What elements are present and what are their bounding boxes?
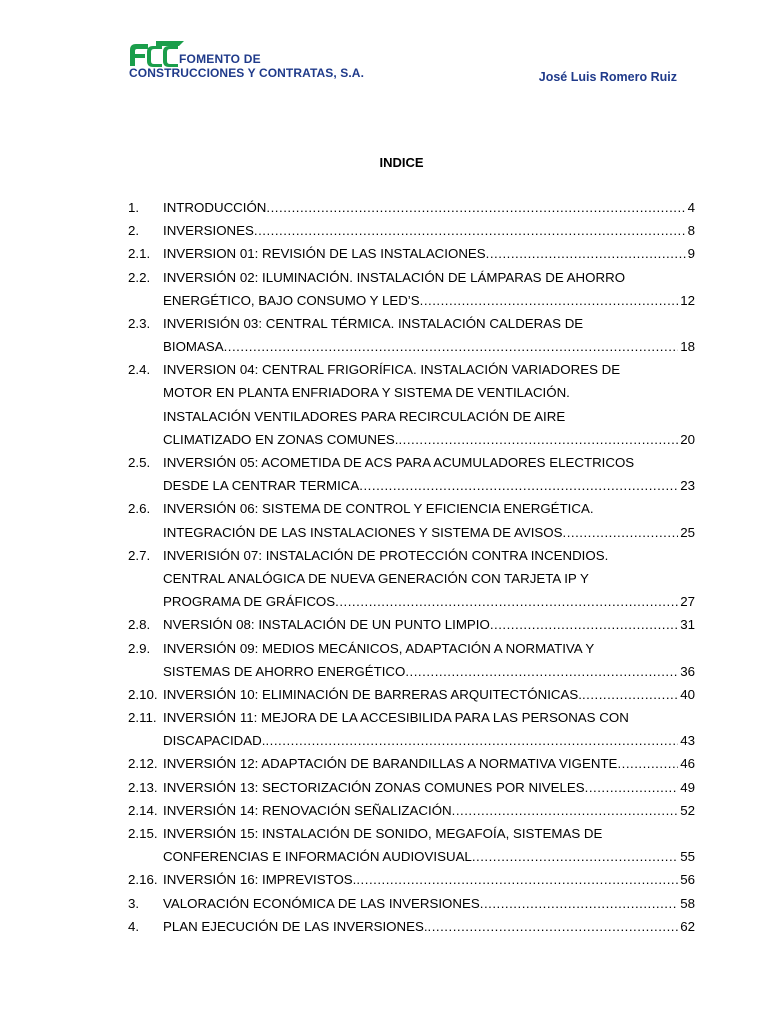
toc-entry[interactable] — [128, 497, 695, 543]
page-header — [0, 0, 768, 110]
toc-entry[interactable] — [128, 915, 695, 938]
toc-entry-title: ENERGÉTICO, BAJO CONSUMO Y LED’S — [163, 292, 420, 308]
toc-entry-number: 2. — [128, 223, 140, 239]
toc-entry[interactable] — [128, 544, 695, 614]
toc-entry-title: INVERSION 04: CENTRAL FRIGORÍFICA. INSTALACIÓN VARIADORES DE — [163, 362, 621, 378]
toc-entry-line — [128, 196, 695, 219]
toc-entry-number: 2.12. — [128, 756, 158, 772]
toc-entry-line — [128, 567, 695, 590]
toc-dot-leader — [254, 219, 686, 242]
toc-page-number: 12 — [680, 292, 695, 308]
author-name: José Luis Romero Ruiz — [538, 70, 677, 84]
toc-entry-number: 2.9. — [128, 640, 151, 656]
toc-entry-line — [128, 428, 695, 451]
toc-entry-line — [128, 521, 695, 544]
toc-entry-title: INVERSIÓN 02: ILUMINACIÓN. INSTALACIÓN DE LÁMPARAS DE AHORRO — [163, 269, 626, 285]
toc-entry-line — [128, 544, 695, 567]
toc-entry-number: 2.1. — [128, 246, 151, 262]
toc-dot-leader — [356, 868, 678, 891]
toc-entry-line — [128, 845, 695, 868]
logo-line-2: CONSTRUCCIONES Y CONTRATAS, S.A. — [129, 66, 364, 80]
toc-entry-number: 4. — [128, 918, 140, 934]
toc-entry-title: BIOMASA — [163, 339, 224, 355]
toc-entry-title: INVERISIÓN 07: INSTALACIÓN DE PROTECCIÓN CONTRA INCENDIOS. — [163, 547, 609, 563]
toc-entry-number: 2.2. — [128, 269, 151, 285]
toc-entry-title: INVERSION 01: REVISIÓN DE LAS INSTALACIONES — [163, 246, 486, 262]
toc-entry-title: INSTALACIÓN VENTILADORES PARA RECIRCULACIÓN DE AIRE — [163, 408, 566, 424]
toc-entry[interactable] — [128, 266, 695, 312]
toc-page-number: 4 — [687, 199, 695, 215]
toc-entry-line — [128, 289, 695, 312]
toc-dot-leader — [335, 590, 678, 613]
toc-dot-leader — [617, 752, 678, 775]
toc-entry-number: 2.5. — [128, 455, 151, 471]
toc-entry-number: 2.4. — [128, 362, 151, 378]
toc-dot-leader — [420, 289, 679, 312]
toc-entry-line — [128, 358, 695, 381]
toc-entry[interactable] — [128, 219, 695, 242]
toc-entry-number: 2.14. — [128, 802, 158, 818]
toc-entry-title: INVERSIÓN 09: MEDIOS MECÁNICOS, ADAPTACIÓN A NORMATIVA Y — [163, 640, 595, 656]
logo-line-1: FOMENTO DE — [179, 52, 261, 66]
toc-entry-title: INVERSIÓN 15: INSTALACIÓN DE SONIDO, MEGAFOÍA, SISTEMAS DE — [163, 826, 603, 842]
toc-entry-title: CLIMATIZADO EN ZONAS COMUNES. — [163, 431, 399, 447]
toc-entry-title: CENTRAL ANALÓGICA DE NUEVA GENERACIÓN CON TARJETA IP Y — [163, 570, 589, 586]
toc-page-number: 9 — [687, 246, 695, 262]
toc-page-number: 8 — [687, 223, 695, 239]
toc-entry-title: INVERISIÓN 03: CENTRAL TÉRMICA. INSTALACIÓN CALDERAS DE — [163, 315, 584, 331]
toc-entry-line — [128, 822, 695, 845]
toc-page-number: 52 — [680, 802, 695, 818]
toc-entry-title: INVERSIÓN 16: IMPREVISTOS. — [163, 872, 357, 888]
toc-entry-line — [128, 382, 695, 405]
index-title: INDICE — [379, 155, 424, 170]
toc-entry[interactable] — [128, 776, 695, 799]
toc-entry[interactable] — [128, 242, 695, 265]
toc-page-number: 27 — [680, 594, 695, 610]
toc-entry-title: INVERSIÓN 10: ELIMINACIÓN DE BARRERAS ARQUITECTÓNICAS. — [163, 686, 582, 702]
toc-page-number: 23 — [680, 478, 695, 494]
toc-page-number: 40 — [680, 686, 695, 702]
toc-entry-line — [128, 242, 695, 265]
toc-dot-leader — [266, 196, 685, 219]
toc-page-number: 58 — [680, 895, 695, 911]
toc-dot-leader — [563, 521, 679, 544]
toc-dot-leader — [224, 335, 679, 358]
toc-entry[interactable] — [128, 358, 695, 451]
toc-entry[interactable] — [128, 799, 695, 822]
toc-entry[interactable] — [128, 892, 695, 915]
toc-entry-line — [128, 729, 695, 752]
table-of-contents — [128, 196, 695, 938]
toc-entry-title: INVERSIONES — [163, 223, 254, 239]
toc-page-number: 20 — [680, 431, 695, 447]
toc-entry-line — [128, 335, 695, 358]
toc-entry-line — [128, 915, 695, 938]
toc-entry-title: INVERSIÓN 14: RENOVACIÓN SEÑALIZACIÓN — [163, 802, 452, 818]
toc-entry-title: INVERSIÓN 12: ADAPTACIÓN DE BARANDILLAS A NORMATIVA VIGENTE — [163, 756, 618, 772]
toc-entry-line — [128, 776, 695, 799]
toc-entry-title: PLAN EJECUCIÓN DE LAS INVERSIONES. — [163, 918, 428, 934]
toc-dot-leader — [452, 799, 679, 822]
toc-entry-title: INTRODUCCIÓN — [163, 199, 267, 215]
toc-page-number: 55 — [680, 849, 695, 865]
toc-page-number: 49 — [680, 779, 695, 795]
toc-entry-line — [128, 590, 695, 613]
toc-entry[interactable] — [128, 451, 695, 497]
toc-entry-title: VALORACIÓN ECONÓMICA DE LAS INVERSIONES — [163, 895, 480, 911]
toc-dot-leader — [359, 474, 678, 497]
toc-entry-number: 2.7. — [128, 547, 151, 563]
toc-entry-title: NVERSIÓN 08: INSTALACIÓN DE UN PUNTO LIMPIO — [163, 617, 490, 633]
toc-entry-number: 2.15. — [128, 826, 158, 842]
toc-page-number: 18 — [680, 339, 695, 355]
toc-page-number: 43 — [680, 733, 695, 749]
toc-entry-number: 1. — [128, 199, 140, 215]
toc-entry[interactable] — [128, 312, 695, 358]
toc-entry[interactable] — [128, 822, 695, 868]
toc-entry-line — [128, 451, 695, 474]
toc-entry-number: 2.6. — [128, 501, 151, 517]
toc-entry-line — [128, 868, 695, 891]
toc-entry-line — [128, 613, 695, 636]
toc-dot-leader — [428, 915, 679, 938]
toc-entry[interactable] — [128, 753, 695, 776]
toc-entry-title: INVERSIÓN 11: MEJORA DE LA ACCESIBILIDA PARA LAS PERSONAS CON — [163, 710, 629, 726]
toc-entry-line — [128, 637, 695, 660]
toc-entry[interactable] — [128, 637, 695, 683]
toc-dot-leader — [585, 776, 679, 799]
toc-entry-line — [128, 312, 695, 335]
toc-page-number: 31 — [680, 617, 695, 633]
toc-entry-line — [128, 753, 695, 776]
toc-entry-title: SISTEMAS DE AHORRO ENERGÉTICO — [163, 663, 406, 679]
toc-entry-line — [128, 683, 695, 706]
toc-page-number: 46 — [680, 756, 695, 772]
toc-dot-leader — [472, 845, 678, 868]
toc-entry-line — [128, 474, 695, 497]
toc-entry-line — [128, 219, 695, 242]
toc-entry[interactable] — [128, 868, 695, 891]
toc-entry[interactable] — [128, 196, 695, 219]
toc-entry-number: 3. — [128, 895, 140, 911]
toc-page-number: 25 — [680, 524, 695, 540]
toc-entry-line — [128, 405, 695, 428]
toc-entry-line — [128, 892, 695, 915]
fcc-logo — [126, 40, 366, 92]
toc-entry-line — [128, 799, 695, 822]
toc-page-number: 36 — [680, 663, 695, 679]
toc-dot-leader — [405, 660, 678, 683]
toc-entry-line — [128, 660, 695, 683]
toc-entry-number: 2.8. — [128, 617, 151, 633]
toc-entry-line — [128, 706, 695, 729]
toc-page-number: 62 — [680, 918, 695, 934]
toc-entry[interactable] — [128, 613, 695, 636]
toc-entry-title: PROGRAMA DE GRÁFICOS — [163, 594, 336, 610]
toc-entry-number: 2.11. — [128, 710, 157, 726]
toc-entry-title: DESDE LA CENTRAR TERMICA — [163, 478, 360, 494]
toc-entry-title: INVERSIÓN 13: SECTORIZACIÓN ZONAS COMUNES POR NIVELES — [163, 779, 585, 795]
toc-dot-leader — [490, 613, 678, 636]
toc-entry-title: INTEGRACIÓN DE LAS INSTALACIONES Y SISTEMA DE AVISOS — [163, 524, 563, 540]
toc-entry-title: MOTOR EN PLANTA ENFRIADORA Y SISTEMA DE VENTILACIÓN. — [163, 385, 570, 401]
toc-entry-title: INVERSIÓN 05: ACOMETIDA DE ACS PARA ACUMULADORES ELECTRICOS — [163, 455, 635, 471]
toc-dot-leader — [480, 892, 678, 915]
toc-entry-line — [128, 266, 695, 289]
toc-entry-line — [128, 497, 695, 520]
toc-entry-number: 2.10. — [128, 686, 158, 702]
toc-dot-leader — [486, 242, 686, 265]
toc-entry[interactable] — [128, 683, 695, 706]
toc-entry[interactable] — [128, 706, 695, 752]
toc-entry-number: 2.13. — [128, 779, 158, 795]
toc-dot-leader — [265, 729, 678, 752]
toc-entry-title: DISCAPACIDAD. — [163, 733, 266, 749]
toc-entry-number: 2.3. — [128, 315, 151, 331]
toc-page-number: 56 — [680, 872, 695, 888]
toc-entry-title: CONFERENCIAS E INFORMACIÓN AUDIOVISUAL — [163, 849, 472, 865]
toc-dot-leader — [582, 683, 678, 706]
toc-dot-leader — [398, 428, 678, 451]
toc-entry-title: INVERSIÓN 06: SISTEMA DE CONTROL Y EFICIENCIA ENERGÉTICA. — [163, 501, 594, 517]
toc-entry-number: 2.16. — [128, 872, 158, 888]
